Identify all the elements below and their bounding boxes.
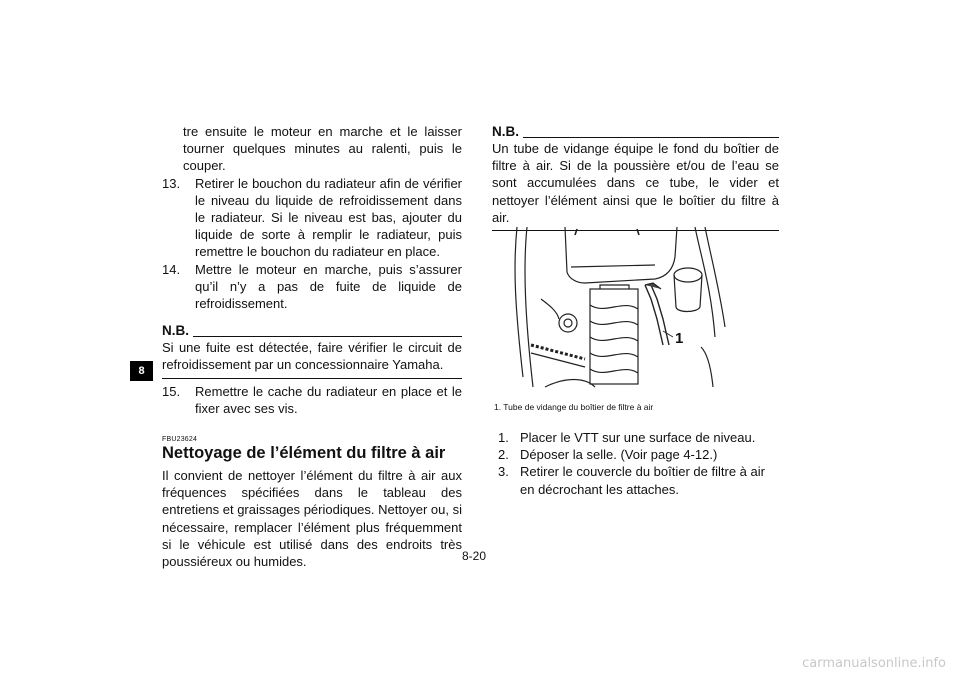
note-header bbox=[162, 324, 462, 338]
step-3-number: 3. bbox=[498, 464, 509, 480]
note-label: N.B. bbox=[162, 323, 189, 339]
section-body: Il convient de nettoyer l’élément du filtre à air aux fréquences spécifiées dans le tableau des entretiens et graissages périodiques. Nettoyer ou, si nécessaire, remplacer l’élément plus fréquemment si le véhicule est utilisé dans des endroits très poussiéreux ou humides. bbox=[162, 468, 462, 570]
step-1-number: 1. bbox=[498, 430, 509, 445]
note-end-rule bbox=[162, 378, 462, 379]
step-3 bbox=[498, 463, 779, 497]
figure-callout-1: 1 bbox=[675, 330, 684, 347]
step-15-text: Remettre le cache du radiateur en place et le fixer avec ses vis. bbox=[195, 383, 462, 416]
step-13 bbox=[162, 175, 462, 261]
step-15 bbox=[162, 383, 462, 417]
note-text: Un tube de vidange équipe le fond du boîtier de filtre à air. Si de la poussière et/ou de l’eau se sont accumulées dans ce tube, le vider et nettoyer l’élément ainsi que le boîtier du filtre à air. bbox=[492, 141, 779, 225]
figure-caption: 1. Tube de vidange du boîtier de filtre à air bbox=[494, 402, 654, 412]
step-2-text: Déposer la selle. (Voir page 4-12.) bbox=[520, 447, 718, 463]
right-column bbox=[492, 125, 779, 231]
section-title: Nettoyage de l’élément du filtre à air bbox=[162, 444, 446, 463]
note-rule bbox=[523, 137, 779, 138]
section-code: FBU23624 bbox=[162, 436, 198, 444]
chapter-tab: 8 bbox=[130, 361, 153, 381]
step-13-number: 13. bbox=[162, 175, 181, 191]
step-2 bbox=[498, 446, 779, 463]
right-steps bbox=[498, 429, 779, 498]
step-3-text: Retirer le couvercle du boîtier de filtre à air en décrochant les attaches. bbox=[520, 464, 765, 497]
note-rule bbox=[193, 336, 462, 337]
step-14-text: Mettre le moteur en marche, puis s’assurer qu’il n’y a pas de fuite de liquide de refroidissement. bbox=[195, 261, 462, 312]
note-box-left bbox=[162, 324, 462, 378]
note-box-right bbox=[492, 125, 779, 231]
note-label: N.B. bbox=[492, 124, 519, 139]
step-15-number: 15. bbox=[162, 383, 181, 399]
note-text: Si une fuite est détectée, faire vérifier le circuit de refroidissement par un concessionnaire Yamaha. bbox=[162, 340, 462, 373]
footer-watermark: carmanualsonline.info bbox=[802, 656, 946, 671]
step-14 bbox=[162, 261, 462, 313]
note-header bbox=[492, 125, 779, 139]
step-13-text: Retirer le bouchon du radiateur afin de vérifier le niveau du liquide de refroidissement dans le radiateur. Si le niveau est bas, ajouter du liquide de sorte à remplir le radiateur, puis remettre le bouchon du radiateur en place. bbox=[195, 175, 462, 260]
step-2-number: 2. bbox=[498, 447, 509, 463]
figure-air-filter-drain bbox=[505, 227, 727, 395]
left-column bbox=[162, 123, 462, 570]
step-14-number: 14. bbox=[162, 261, 181, 277]
continued-paragraph: tre ensuite le moteur en marche et le laisser tourner quelques minutes au ralenti, puis le couper. bbox=[183, 124, 462, 174]
step-1 bbox=[498, 429, 779, 446]
figure-illustration bbox=[505, 227, 727, 395]
page-number: 8-20 bbox=[462, 549, 487, 563]
step-1-text: Placer le VTT sur une surface de niveau. bbox=[520, 430, 756, 445]
